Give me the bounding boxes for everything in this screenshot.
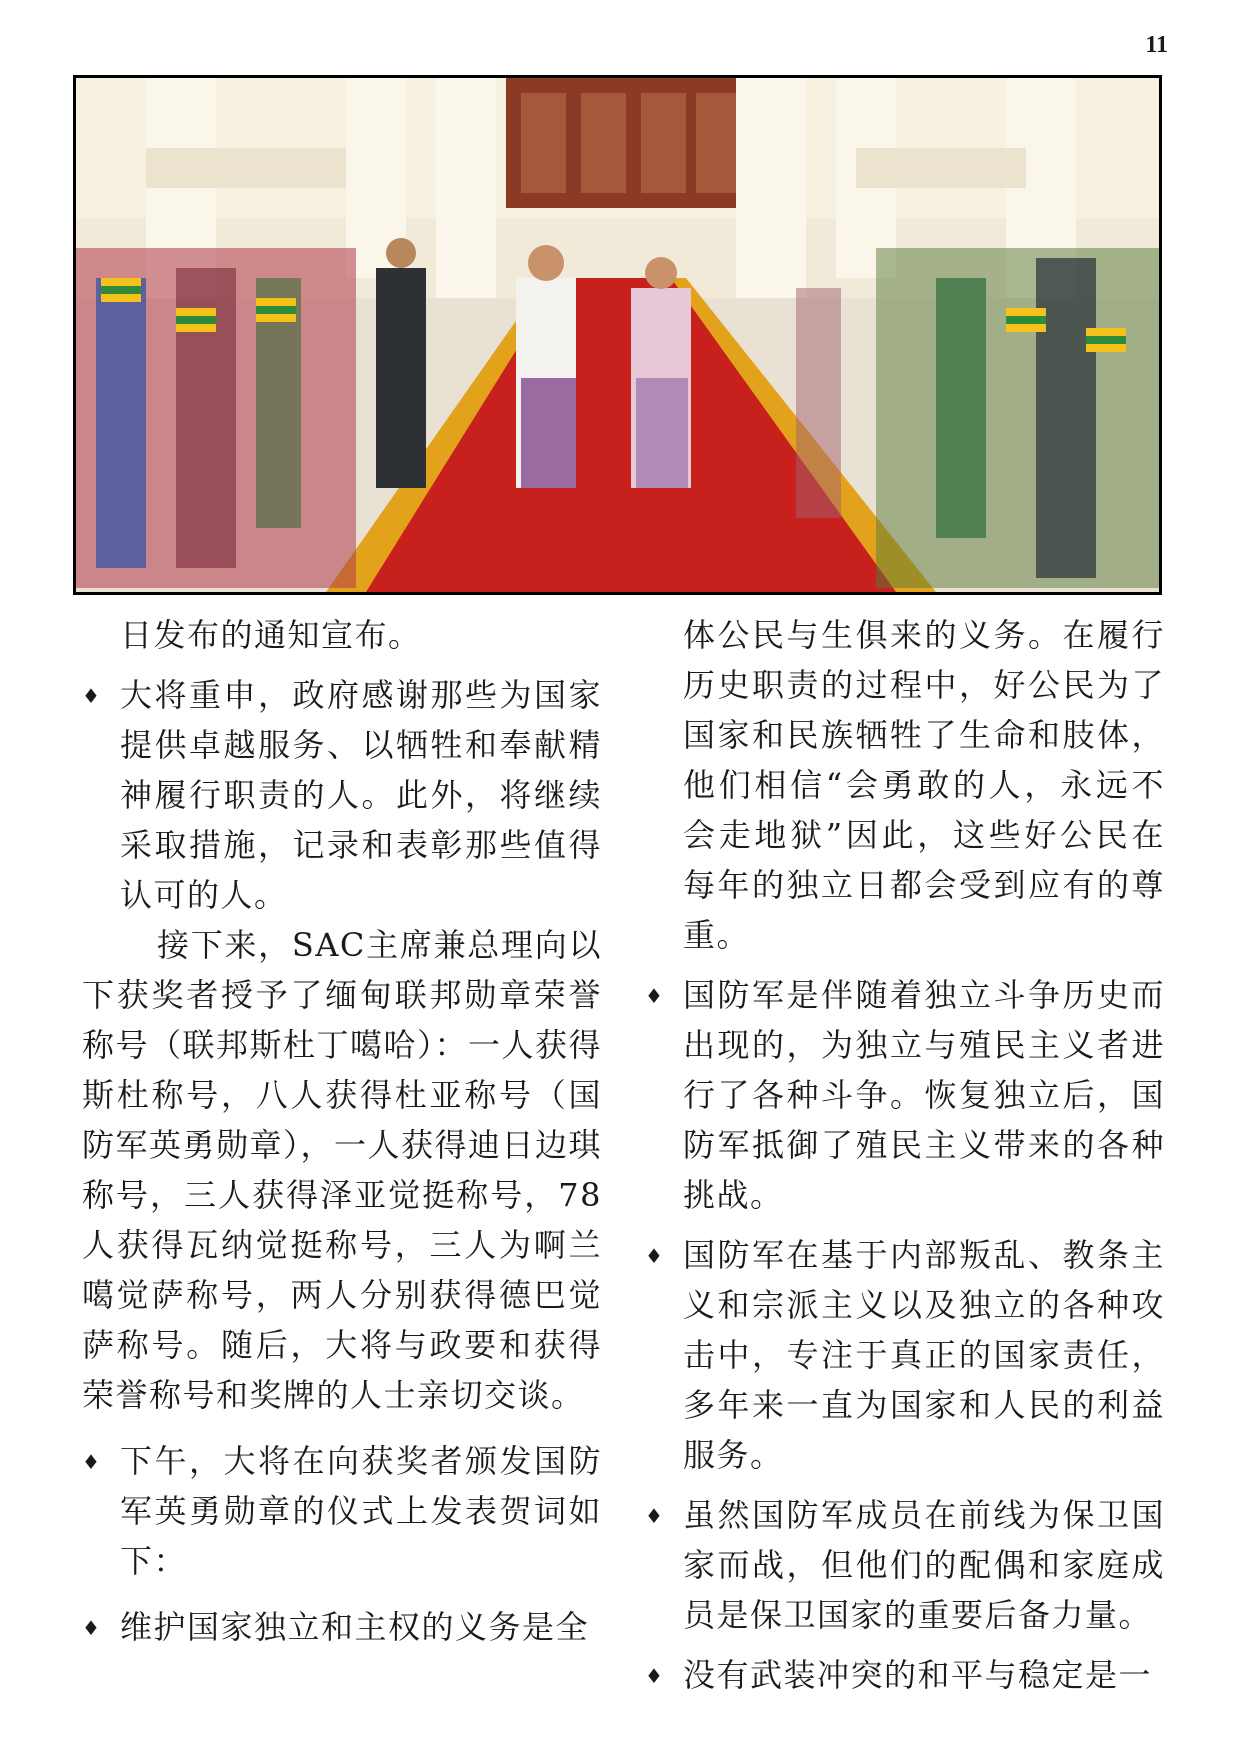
bullet-item <box>645 970 1165 1220</box>
bullet-item <box>82 1602 602 1652</box>
right-column <box>645 610 1165 1700</box>
bullet-item <box>82 670 602 920</box>
left-column <box>82 610 602 1652</box>
bullet-icon: ♦ <box>645 1244 665 1268</box>
paragraph-continued: 体公民与生俱来的义务。在履行历史职责的过程中，好公民为了国家和民族牺牲了生命和肢体，他们相信“会勇敢的人，永远不会走地狱”因此，这些好公民在每年的独立日都会受到应有的尊重。 <box>683 616 1165 954</box>
bullet-icon: ♦ <box>82 1450 102 1474</box>
bullet-icon: ♦ <box>645 1664 665 1688</box>
ceremony-photo <box>73 75 1162 595</box>
paragraph: 接下来，SAC主席兼总理向以下获奖者授予了缅甸联邦勋章荣誉称号（联邦斯杜丁噶哈）：一人获得斯杜称号，八人获得杜亚称号（国防军英勇勋章），一人获得迪日边琪称号，三人获得泽亚觉挺称号，78人获得瓦纳觉挺称号，三人为啊兰噶觉萨称号，两人分别获得德巴觉萨称号。随后，大将与政要和获得荣誉称号和奖牌的人士亲切交谈。 <box>82 926 603 1414</box>
bullet-text: 虽然国防军成员在前线为保卫国家而战，但他们的配偶和家庭成员是保卫国家的重要后备力量。 <box>683 1496 1165 1634</box>
bullet-item <box>82 1436 602 1586</box>
photo-illustration <box>76 78 1159 592</box>
bullet-text: 下午，大将在向获奖者颁发国防军英勇勋章的仪式上发表贺词如下： <box>120 1442 602 1580</box>
bullet-icon: ♦ <box>82 684 102 708</box>
bullet-item <box>645 1490 1165 1640</box>
bullet-icon: ♦ <box>82 1616 102 1640</box>
bullet-icon: ♦ <box>645 984 665 1008</box>
bullet-text: 大将重申，政府感谢那些为国家提供卓越服务、以牺牲和奉献精神履行职责的人。此外，将继续采取措施，记录和表彰那些值得认可的人。 <box>120 676 602 914</box>
bullet-text: 维护国家独立和主权的义务是全 <box>120 1608 590 1646</box>
bullet-item <box>645 1650 1165 1700</box>
bullet-text: 没有武装冲突的和平与稳定是一 <box>683 1656 1153 1694</box>
paragraph-continued: 日发布的通知宣布。 <box>120 616 422 654</box>
bullet-text: 国防军在基于内部叛乱、教条主义和宗派主义以及独立的各种攻击中，专注于真正的国家责任，多年来一直为国家和人民的利益服务。 <box>683 1236 1165 1474</box>
bullet-icon: ♦ <box>645 1504 665 1528</box>
bullet-item <box>645 1230 1165 1480</box>
bullet-text: 国防军是伴随着独立斗争历史而出现的，为独立与殖民主义者进行了各种斗争。恢复独立后，国防军抵御了殖民主义带来的各种挑战。 <box>683 976 1165 1214</box>
page-number: 11 <box>1145 32 1168 58</box>
